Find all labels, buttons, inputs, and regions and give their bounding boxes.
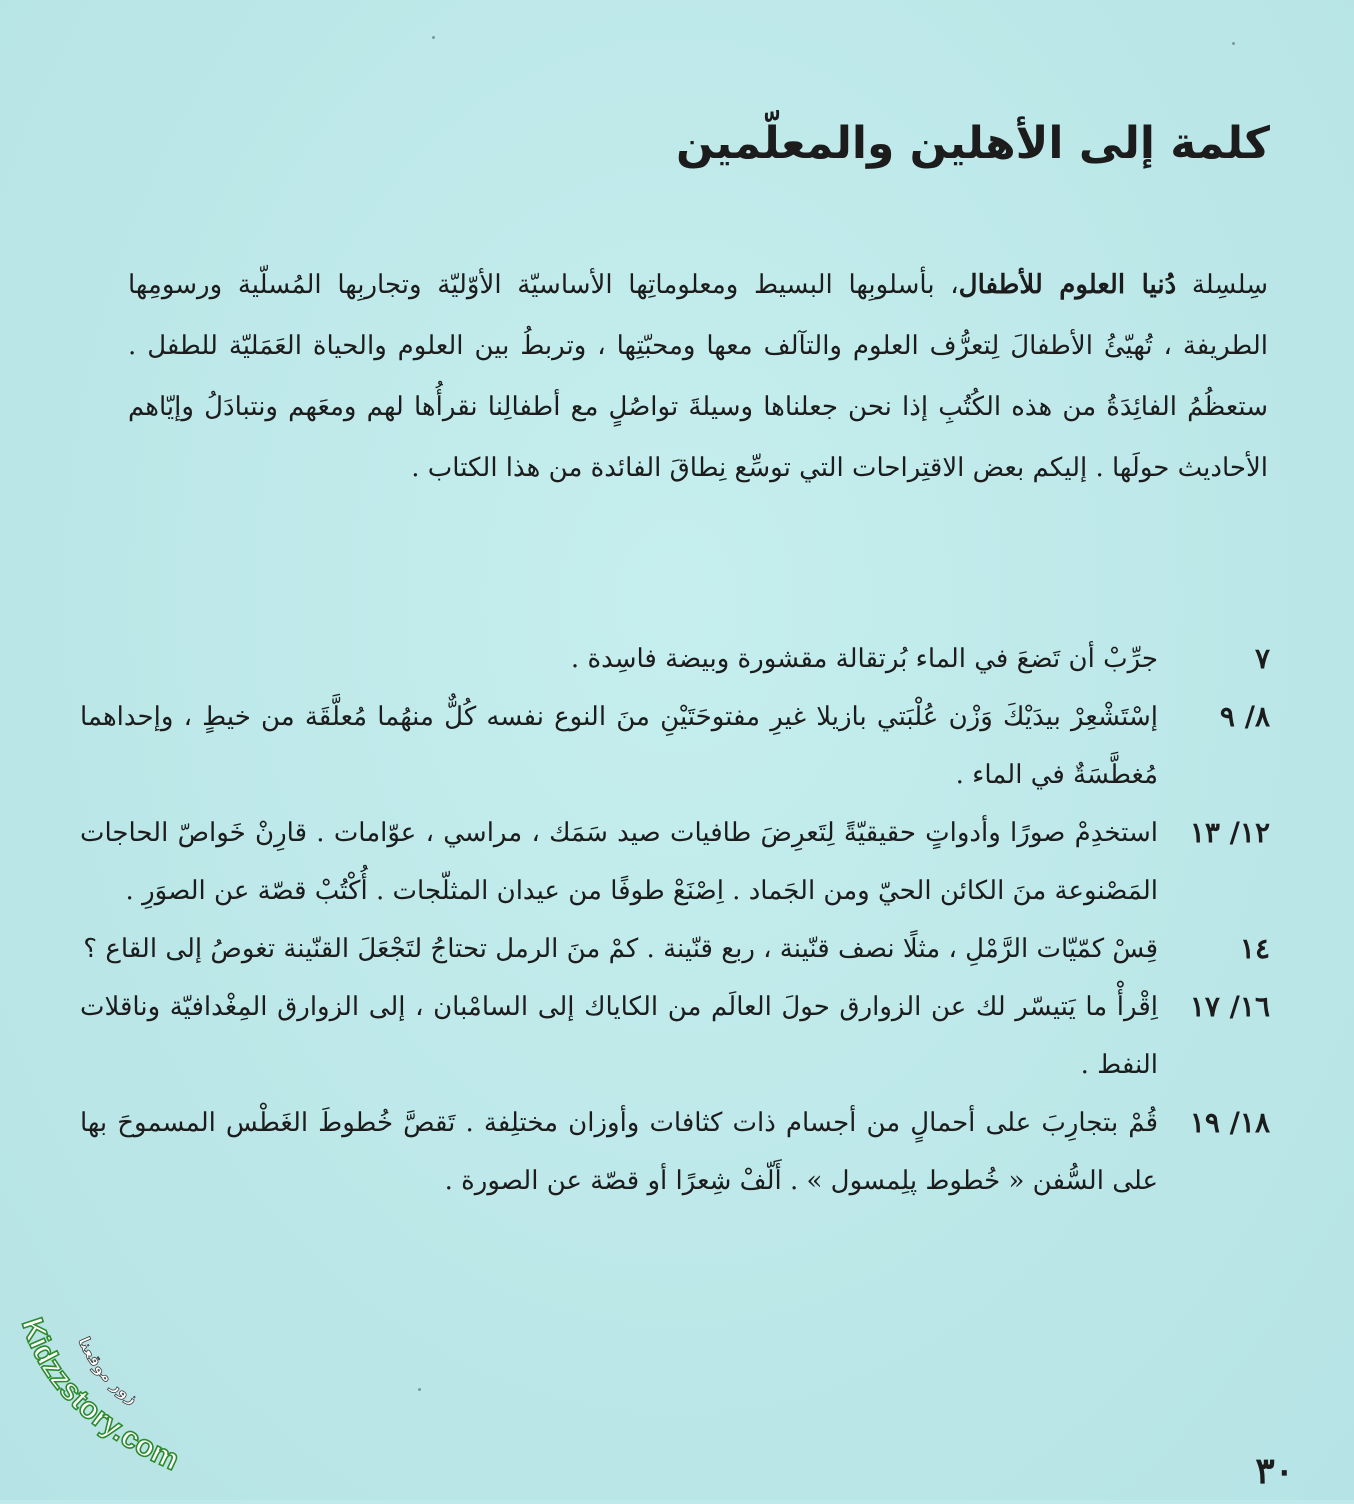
suggestion-text: جرِّبْ أن تَضعَ في الماء بُرتقالة مقشورة وبيضة فاسِدة .	[570, 644, 1158, 674]
page-number: ٣٠	[1255, 1450, 1294, 1492]
paper-speck	[432, 36, 435, 39]
suggestion-item	[80, 688, 1270, 804]
suggestion-text: اِقْرأْ ما يَتيسّر لك عن الزوارق حولَ العالَم من الكاياك إلى السامْبان ، إلى الزوارق المِغْدافيّة وناقلات النفط .	[80, 992, 1158, 1080]
site-watermark	[8, 1300, 228, 1500]
page-reference: ٨/ ٩	[1219, 700, 1270, 733]
paper-speck	[418, 1388, 421, 1391]
suggestion-text: قِسْ كمّيّات الرَّمْلِ ، مثلًا نصف قنّينة ، ربع قنّينة . كمْ منَ الرمل تحتاجُ لتَجْعَلَ القنّينة تغوصُ إلى القاع ؟	[83, 934, 1158, 964]
suggestion-item	[80, 920, 1270, 978]
intro-body: ، بأسلوبِها البسيط ومعلوماتِها الأساسيّة الأوّليّة وتجاربِها المُسلّية ورسومِها الطريفة ، تُهيّئُ الأطفالَ لِتعرُّف العلوم والتآلف معها ومحبّتِها ، وتربطُ بين العلوم والحياة العَمَليّة للطفل . ستعظُمُ الفائِدَةُ من هذه الكُتُبِ إذا نحن جعلناها وسيلةَ تواصُلٍ مع أطفالِنا نقرأُها لهم ومعَهم ونتبادَلُ وإيّاهم الأحاديث حولَها . إليكم بعض الاقتِراحات التي توسِّع نِطاقَ الفائدة من هذا الكتاب .	[128, 270, 1268, 483]
series-name: دُنيا العلوم للأطفال	[958, 270, 1177, 300]
page-reference: ١٢/ ١٣	[1189, 816, 1270, 849]
suggestion-text: إسْتَشْعِرْ بيدَيْكَ وَزْن عُلْبَتي بازيلا غيرِ مفتوحَتَيْنِ منَ النوع نفسه كُلٌّ منهُما مُعلَّقَة من خيطٍ ، وإحداهما مُغطَّسَةٌ في الماء .	[80, 702, 1158, 790]
suggestions-list	[80, 630, 1270, 1210]
suggestion-text: قُمْ بتجارِبَ على أحمالٍ من أجسام ذات كثافات وأوزان مختلِفة . تَقصَّ خُطوطَ الغَطْس المسموحَ بها على السُّفن « خُطوط پلِمسول » . أَلّفْ شِعرًا أو قصّة عن الصورة .	[80, 1108, 1158, 1196]
paper-speck	[1232, 42, 1235, 45]
watermark-arabic-path: زور موقعنا	[74, 1334, 142, 1408]
suggestion-item	[80, 978, 1270, 1094]
suggestion-item	[80, 630, 1270, 688]
page-title: كلمة إلى الأهلين والمعلّمين	[676, 118, 1270, 169]
page-reference: ١٦/ ١٧	[1189, 990, 1270, 1023]
watermark-arabic-text	[74, 1334, 141, 1407]
page-reference: ٧	[1254, 642, 1270, 675]
page-reference: ١٨/ ١٩	[1189, 1106, 1270, 1139]
suggestion-text: استخدِمْ صورًا وأدواتٍ حقيقيّةً لِتَعرِضَ طافيات صيد سَمَك ، مراسي ، عوّامات . قارِنْ خَواصّ الحاجات المَصْنوعة منَ الكائن الحيّ ومن الجَماد . اِصْنَعْ طوفًا من عيدان المثلّجات . أُكْتُبْ قصّة عن الصوَرِ .	[80, 818, 1158, 906]
suggestion-item	[80, 804, 1270, 920]
intro-prefix: سِلسِلة	[1176, 270, 1268, 300]
suggestion-item	[80, 1094, 1270, 1210]
watermark-site-path: Kidzzstory.com	[15, 1313, 185, 1478]
watermark-graphic	[8, 1300, 228, 1500]
watermark-site-text	[15, 1314, 184, 1477]
intro-paragraph	[128, 255, 1268, 499]
page-reference: ١٤	[1239, 932, 1270, 965]
